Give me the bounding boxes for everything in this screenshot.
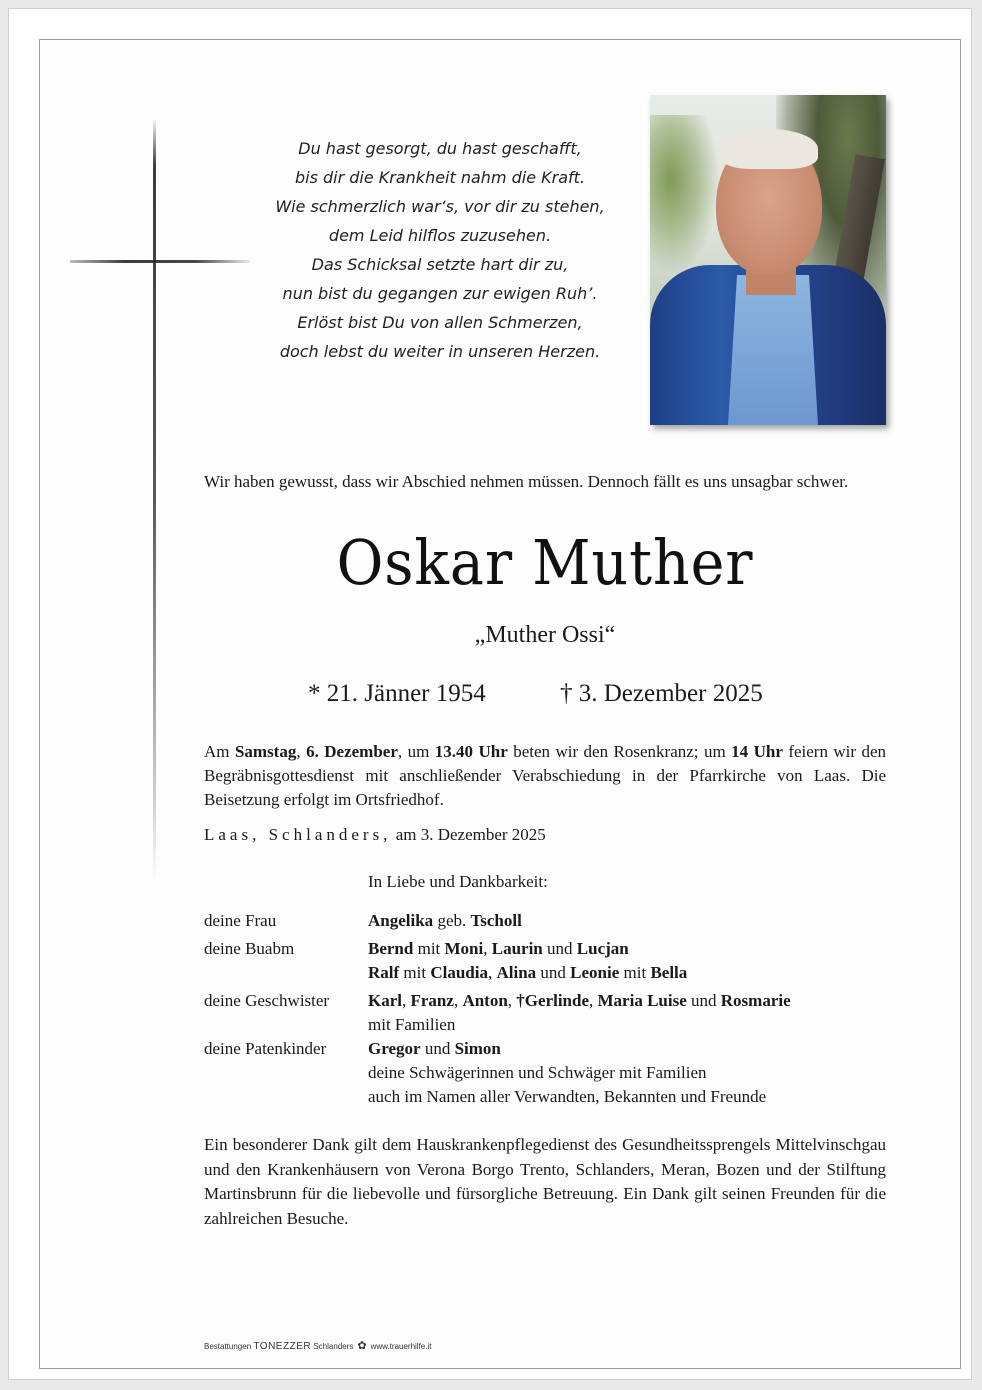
poem-line: nun bist du gegangen zur ewigen Ruh’. xyxy=(282,284,598,303)
thanks-text: Ein besonderer Dank gilt dem Hauskrankenpflegedienst des Gesundheitssprengels Mittelvinschgau und den Krankenhäusern von Verona Borgo Trento, Schlanders, Meran, Bozen und der Stilftung Martinsbrunn für die liebevolle und fürsorgliche Betreuung. Ein Dank gilt seinen Freunden für die zahlreichen Besuche. xyxy=(204,1135,886,1228)
gratitude-line: In Liebe und Dankbarkeit: xyxy=(368,872,548,891)
member-text: , xyxy=(507,991,517,1010)
member-name: Tscholl xyxy=(470,911,522,930)
relation-label: deine Patenkinder xyxy=(204,1039,327,1058)
rosary-time: 13.40 Uhr xyxy=(434,742,508,761)
poem-line: doch lebst du weiter in unseren Herzen. xyxy=(279,342,601,361)
member-text: , xyxy=(453,991,463,1010)
member-text: und xyxy=(536,963,571,982)
member-text: mit xyxy=(619,963,651,982)
member-name: Karl xyxy=(368,991,402,1010)
death-date: † 3. Dezember 2025 xyxy=(560,680,763,707)
footer-town: Schlanders xyxy=(311,1342,354,1351)
photo-shirt xyxy=(728,275,818,425)
family-row-godchildren xyxy=(204,1037,886,1109)
member-name: Bernd xyxy=(368,939,414,958)
service-text: , xyxy=(296,742,307,761)
member-text: deine Schwägerinnen und Schwäger mit Familien xyxy=(368,1063,707,1082)
family-row-wife xyxy=(204,909,886,933)
photo-leaves xyxy=(650,115,720,275)
place-date-line xyxy=(204,825,546,845)
relation-label: deine Frau xyxy=(204,911,277,930)
service-date: 6. Dezember xyxy=(306,742,398,761)
portrait-photo xyxy=(650,95,886,425)
member-name: Laurin xyxy=(491,939,543,958)
member-name: Maria Luise xyxy=(597,991,687,1010)
poem-line: Erlöst bist Du von allen Schmerzen, xyxy=(297,313,583,332)
service-day: Samstag xyxy=(234,742,297,761)
member-name: Rosmarie xyxy=(720,991,791,1010)
member-name: Bella xyxy=(650,963,688,982)
nickname: „Muther Ossi“ xyxy=(474,622,616,648)
member-text: , xyxy=(402,991,411,1010)
member-name: Moni xyxy=(444,939,484,958)
intro-text: Wir haben gewusst, dass wir Abschied nehmen müssen. Dennoch fällt es uns unsagbar schwer. xyxy=(204,472,849,491)
footer-prefix: Bestattungen xyxy=(204,1342,254,1351)
member-name: Ralf xyxy=(368,963,400,982)
member-text: mit xyxy=(413,939,445,958)
poem xyxy=(250,134,630,366)
place-names: Laas, Schlanders, xyxy=(204,825,392,844)
relation-label: deine Geschwister xyxy=(204,991,330,1010)
member-name: Lucjan xyxy=(576,939,629,958)
family-row-sons xyxy=(204,937,886,985)
family-row-siblings xyxy=(204,989,886,1037)
poem-line: bis dir die Krankheit nahm die Kraft. xyxy=(294,168,586,187)
member-name: Claudia xyxy=(430,963,488,982)
deceased-name: Oskar Muther xyxy=(336,526,754,599)
birth-date: * 21. Jänner 1954 xyxy=(308,680,486,707)
member-name: Gregor xyxy=(368,1039,421,1058)
service-text: Am xyxy=(204,742,235,761)
service-text: beten wir den Rosenkranz; um xyxy=(507,742,732,761)
member-name: Alina xyxy=(496,963,537,982)
service-announcement xyxy=(204,740,886,812)
cross-horizontal-beam xyxy=(70,260,250,263)
member-name: Angelika xyxy=(368,911,434,930)
member-text: , xyxy=(483,939,492,958)
member-name: Leonie xyxy=(570,963,620,982)
member-name: †Gerlinde xyxy=(516,991,590,1010)
cross-vertical-beam xyxy=(153,120,156,880)
member-text: auch im Namen aller Verwandten, Bekannten und Freunde xyxy=(368,1087,767,1106)
service-text: , um xyxy=(397,742,435,761)
member-name: Franz xyxy=(410,991,454,1010)
poem-line: Das Schicksal setzte hart dir zu, xyxy=(311,255,569,274)
member-text: mit xyxy=(399,963,431,982)
footer xyxy=(204,1339,431,1352)
footer-url[interactable]: www.trauerhilfe.it xyxy=(370,1342,432,1351)
member-name: Simon xyxy=(454,1039,501,1058)
service-text: feiern wir den Begräbnisgottesdienst mit anschließender Verabschiedung in der Pfarrkirche von Laas. Die Beisetzung erfolgt im Ortsfriedhof. xyxy=(204,742,887,809)
place-date: am 3. Dezember 2025 xyxy=(391,825,546,844)
member-text: geb. xyxy=(433,911,471,930)
family-list xyxy=(204,909,886,1109)
mass-time: 14 Uhr xyxy=(731,742,783,761)
member-text: und xyxy=(542,939,577,958)
footer-brand: TONEZZER xyxy=(253,1341,312,1352)
member-text: , xyxy=(589,991,598,1010)
member-text: mit Familien xyxy=(368,1015,456,1034)
member-text: , xyxy=(487,963,497,982)
relation-label: deine Buabm xyxy=(204,939,295,958)
member-name: Anton xyxy=(462,991,508,1010)
flower-logo-icon: ✿ xyxy=(357,1340,367,1352)
member-text: und xyxy=(420,1039,455,1058)
photo-hair xyxy=(720,129,818,169)
poem-line: Wie schmerzlich war‘s, vor dir zu stehen, xyxy=(275,197,605,216)
poem-line: Du hast gesorgt, du hast geschafft, xyxy=(298,139,582,158)
member-text: und xyxy=(686,991,721,1010)
poem-line: dem Leid hilflos zuzusehen. xyxy=(328,226,552,245)
